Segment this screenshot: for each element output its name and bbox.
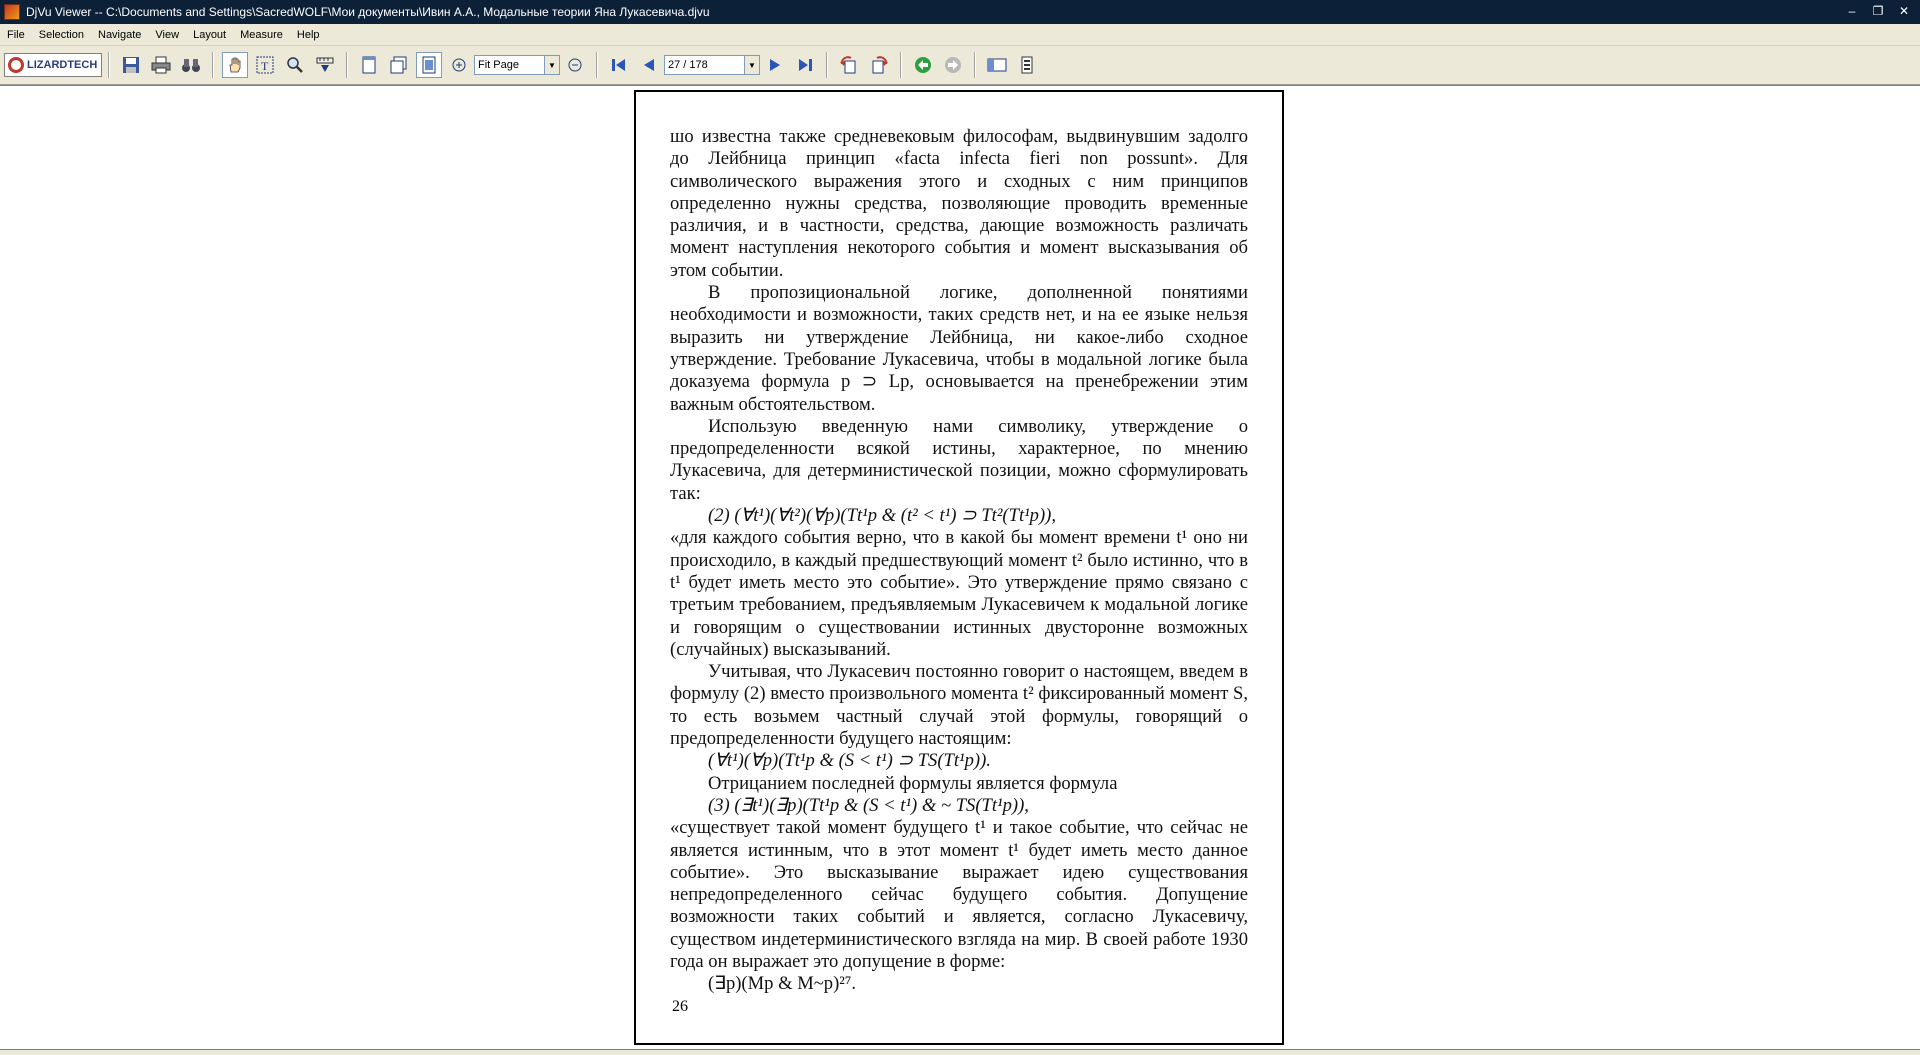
paragraph: шо известна также средневековым философам, выдвинувшим задолго до Лейбница принцип «facta infecta fieri non possunt». Для символического выражения этого и сходных с ним принципов определенно нужны средства, позволяющие проводить временные различия, и в частности, средства, дающие возможность различать момент наступления некоторого события и момент высказывания об этом событии. [670, 126, 1248, 281]
chevron-down-icon[interactable]: ▼ [544, 56, 559, 74]
toolbar-separator [596, 52, 598, 78]
save-icon[interactable] [118, 52, 144, 78]
measure-tool-icon[interactable] [312, 52, 338, 78]
print-icon[interactable] [148, 52, 174, 78]
single-page-icon[interactable] [356, 52, 382, 78]
menu-measure[interactable]: Measure [240, 28, 283, 41]
toolbar-separator [212, 52, 214, 78]
rotate-right-icon[interactable] [866, 52, 892, 78]
lizardtech-swirl-icon [8, 57, 24, 73]
zoom-tool-icon[interactable] [282, 52, 308, 78]
formula-2: (2) (∀t¹)(∀t²)(∀p)(Tt¹p & (t² < t¹) ⊃ Tt²(Tt¹p)), [708, 505, 1057, 527]
minimize-button[interactable]: – [1848, 4, 1856, 18]
page-number: 26 [672, 998, 688, 1015]
rotate-left-icon[interactable] [836, 52, 862, 78]
lizardtech-logo[interactable] [4, 53, 102, 77]
text-select-icon[interactable] [252, 52, 278, 78]
back-icon[interactable] [910, 52, 936, 78]
formula-3: (3) (∃t¹)(∃p)(Tt¹p & (S < t¹) & ~ TS(Tt¹p)), [708, 794, 1029, 816]
menu-layout[interactable]: Layout [193, 28, 227, 41]
page-info-icon[interactable] [1014, 52, 1040, 78]
title-bar [0, 0, 1920, 24]
next-page-icon[interactable] [762, 52, 788, 78]
menu-help[interactable]: Help [296, 28, 320, 41]
paragraph: Учитывая, что Лукасевич постоянно говорит о настоящем, введем в формулу (2) вместо произвольного момента t² фиксированный момент S, то есть возьмем частный случай этой формулы, говорящий о предопределенности будущего настоящим: [670, 661, 1248, 750]
toolbar-separator [900, 52, 902, 78]
zoom-select[interactable] [474, 55, 560, 75]
first-page-icon[interactable] [606, 52, 632, 78]
document-viewport[interactable] [0, 85, 1920, 1050]
formula: (∀t¹)(∀p)(Tt¹p & (S < t¹) ⊃ TS(Tt¹p)). [708, 750, 991, 772]
continuous-pages-icon[interactable] [386, 52, 412, 78]
menu-selection[interactable]: Selection [38, 28, 84, 41]
paragraph: Использую введенную нами символику, утверждение о предопределенности всякой истины, характерное, по мнению Лукасевича, для детерминистической позиции, можно сформулировать так: [670, 415, 1248, 504]
forward-icon[interactable] [940, 52, 966, 78]
page-value: 27 / 178 [668, 59, 708, 71]
chevron-down-icon[interactable]: ▼ [744, 56, 759, 74]
restore-button[interactable]: ❐ [1872, 4, 1884, 18]
djvu-app-icon[interactable] [4, 4, 20, 20]
status-bar [0, 1049, 1920, 1055]
fit-page-icon[interactable] [416, 52, 442, 78]
paragraph: «для каждого события верно, что в какой бы момент времени t¹ оно ни происходило, в каждый предшествующий момент t² было истинно, что в t¹ будет иметь место это событие». Это утверждение прямо связано с третьим требованием, предъявляемым Лукасевичем к модальной логике и говорящим о существовании истинных двусторонне возможных (случайных) высказываний. [670, 527, 1248, 660]
window-controls [1840, 2, 1916, 20]
zoom-out-icon[interactable] [562, 52, 588, 78]
toolbar-separator [826, 52, 828, 78]
find-binoculars-icon[interactable] [178, 52, 204, 78]
toolbar-separator [974, 52, 976, 78]
window-title: DjVu Viewer -- C:\Documents and Settings\SacredWOLF\Мои документы\Ивин А.А., Модальные теории Яна Лукасевича.djvu [26, 5, 710, 19]
hand-tool-icon[interactable] [222, 52, 248, 78]
svg-text:T: T [261, 59, 269, 73]
toolbar-separator [346, 52, 348, 78]
menu-bar [0, 24, 1920, 46]
close-button[interactable]: ✕ [1898, 4, 1910, 18]
previous-page-icon[interactable] [636, 52, 662, 78]
menu-view[interactable]: View [155, 28, 180, 41]
toolbar-separator [108, 52, 110, 78]
thumbnails-icon[interactable] [984, 52, 1010, 78]
zoom-in-icon[interactable] [446, 52, 472, 78]
paragraph: «существует такой момент будущего t¹ и такое событие, что сейчас не является истинным, что в этот момент t¹ будет иметь место данное событие». Это высказывание выражает идею существования непредопределенного сейчас будущего события. Допущение возможности таких событий и является, согласно Лукасевичу, существом индетерминистического взгляда на мир. В своей работе 1930 года он выражает это допущение в форме: [670, 817, 1248, 972]
menu-file[interactable]: File [7, 28, 25, 41]
paragraph: В пропозициональной логике, дополненной понятиями необходимости и возможности, таких средств нет, и на ее языке нельзя выразить ни утверждение Лейбница, ни какое-либо сходное утверждение. Требование Лукасевича, чтобы в модальной логике была доказуема формула p ⊃ Lp, основывается на пренебрежении этим важным обстоятельством. [670, 282, 1248, 415]
formula: (∃p)(Mp & M~p)²⁷. [708, 973, 856, 995]
toolbar [0, 46, 1920, 85]
last-page-icon[interactable] [792, 52, 818, 78]
page-text [670, 126, 1248, 996]
logo-text: LIZARDTECH [27, 59, 98, 71]
document-page [634, 90, 1284, 1045]
menu-navigate[interactable]: Navigate [98, 28, 142, 41]
paragraph: Отрицанием последней формулы является формула [708, 772, 1118, 794]
page-select[interactable] [664, 55, 760, 75]
zoom-value: Fit Page [478, 59, 519, 71]
